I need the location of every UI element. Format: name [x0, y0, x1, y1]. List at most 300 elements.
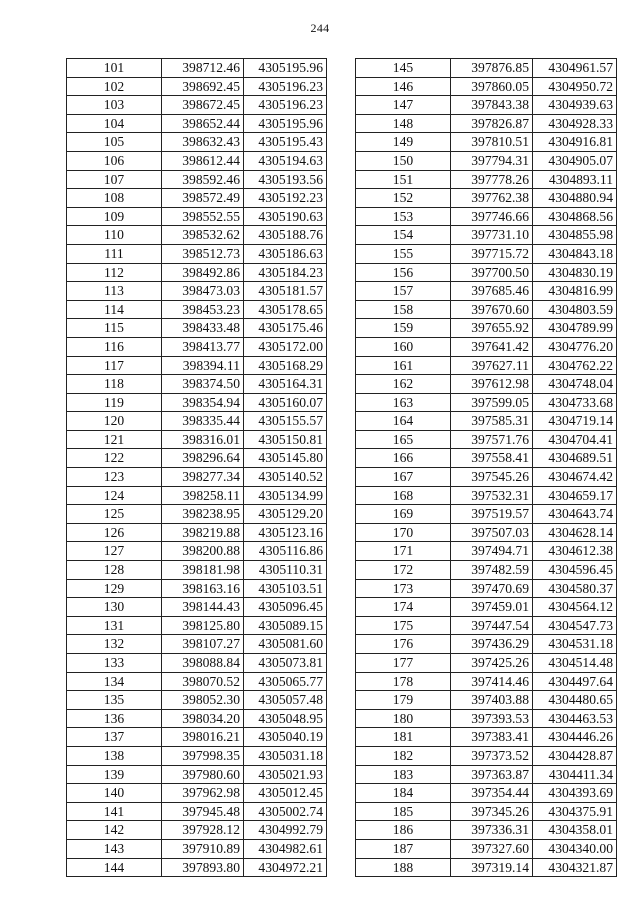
point-number-cell: 142 [67, 821, 162, 840]
table-row [356, 765, 617, 784]
point-number-cell: 112 [67, 263, 162, 282]
y-coordinate-cell: 4304880.94 [533, 189, 617, 208]
table-row [356, 784, 617, 803]
x-coordinate-cell: 397373.52 [451, 746, 533, 765]
x-coordinate-cell: 398125.80 [162, 616, 244, 635]
point-number-cell: 104 [67, 114, 162, 133]
table-row [356, 672, 617, 691]
y-coordinate-cell: 4304393.69 [533, 784, 617, 803]
table-row [356, 821, 617, 840]
point-number-cell: 136 [67, 709, 162, 728]
y-coordinate-cell: 4304659.17 [533, 486, 617, 505]
point-number-cell: 168 [356, 486, 451, 505]
y-coordinate-cell: 4304564.12 [533, 598, 617, 617]
x-coordinate-cell: 398453.23 [162, 300, 244, 319]
table-row [67, 765, 327, 784]
x-coordinate-cell: 398144.43 [162, 598, 244, 617]
table-row [67, 839, 327, 858]
table-row [67, 635, 327, 654]
x-coordinate-cell: 397482.59 [451, 561, 533, 580]
table-row [356, 728, 617, 747]
point-number-cell: 177 [356, 654, 451, 673]
x-coordinate-cell: 397599.05 [451, 393, 533, 412]
table-row [67, 96, 327, 115]
point-number-cell: 108 [67, 189, 162, 208]
x-coordinate-cell: 397494.71 [451, 542, 533, 561]
table-row [356, 337, 617, 356]
y-coordinate-cell: 4304733.68 [533, 393, 617, 412]
y-coordinate-cell: 4305089.15 [244, 616, 327, 635]
y-coordinate-cell: 4304375.91 [533, 802, 617, 821]
table-row [67, 77, 327, 96]
x-coordinate-cell: 397403.88 [451, 691, 533, 710]
x-coordinate-cell: 397436.29 [451, 635, 533, 654]
x-coordinate-cell: 397685.46 [451, 282, 533, 301]
point-number-cell: 182 [356, 746, 451, 765]
table-row [356, 802, 617, 821]
x-coordinate-cell: 398088.84 [162, 654, 244, 673]
table-row [356, 486, 617, 505]
x-coordinate-cell: 398052.30 [162, 691, 244, 710]
point-number-cell: 119 [67, 393, 162, 412]
x-coordinate-cell: 398433.48 [162, 319, 244, 338]
table-row [67, 151, 327, 170]
x-coordinate-cell: 397393.53 [451, 709, 533, 728]
table-row [67, 300, 327, 319]
y-coordinate-cell: 4305065.77 [244, 672, 327, 691]
y-coordinate-cell: 4304411.34 [533, 765, 617, 784]
x-coordinate-cell: 397571.76 [451, 430, 533, 449]
table-row [67, 709, 327, 728]
y-coordinate-cell: 4305196.23 [244, 77, 327, 96]
point-number-cell: 180 [356, 709, 451, 728]
point-number-cell: 134 [67, 672, 162, 691]
x-coordinate-cell: 398672.45 [162, 96, 244, 115]
table-row [356, 263, 617, 282]
y-coordinate-cell: 4304628.14 [533, 523, 617, 542]
x-coordinate-cell: 397928.12 [162, 821, 244, 840]
y-coordinate-cell: 4304830.19 [533, 263, 617, 282]
x-coordinate-cell: 397470.69 [451, 579, 533, 598]
point-number-cell: 102 [67, 77, 162, 96]
point-number-cell: 147 [356, 96, 451, 115]
y-coordinate-cell: 4305160.07 [244, 393, 327, 412]
y-coordinate-cell: 4305073.81 [244, 654, 327, 673]
y-coordinate-cell: 4305110.31 [244, 561, 327, 580]
y-coordinate-cell: 4305096.45 [244, 598, 327, 617]
point-number-cell: 174 [356, 598, 451, 617]
y-coordinate-cell: 4305181.57 [244, 282, 327, 301]
point-number-cell: 153 [356, 207, 451, 226]
x-coordinate-cell: 397746.66 [451, 207, 533, 226]
y-coordinate-cell: 4305150.81 [244, 430, 327, 449]
y-coordinate-cell: 4304689.51 [533, 449, 617, 468]
x-coordinate-cell: 397670.60 [451, 300, 533, 319]
point-number-cell: 130 [67, 598, 162, 617]
y-coordinate-cell: 4305155.57 [244, 412, 327, 431]
y-coordinate-cell: 4304704.41 [533, 430, 617, 449]
table-row [67, 114, 327, 133]
point-number-cell: 133 [67, 654, 162, 673]
point-number-cell: 161 [356, 356, 451, 375]
y-coordinate-cell: 4304340.00 [533, 839, 617, 858]
table-row [67, 59, 327, 78]
x-coordinate-cell: 398712.46 [162, 59, 244, 78]
y-coordinate-cell: 4304321.87 [533, 858, 617, 877]
x-coordinate-cell: 398354.94 [162, 393, 244, 412]
x-coordinate-cell: 397585.31 [451, 412, 533, 431]
table-row [356, 839, 617, 858]
point-number-cell: 121 [67, 430, 162, 449]
point-number-cell: 128 [67, 561, 162, 580]
y-coordinate-cell: 4304514.48 [533, 654, 617, 673]
point-number-cell: 159 [356, 319, 451, 338]
table-row [67, 616, 327, 635]
point-number-cell: 185 [356, 802, 451, 821]
table-row [67, 486, 327, 505]
point-number-cell: 143 [67, 839, 162, 858]
point-number-cell: 172 [356, 561, 451, 580]
x-coordinate-cell: 398219.88 [162, 523, 244, 542]
y-coordinate-cell: 4304497.64 [533, 672, 617, 691]
x-coordinate-cell: 398532.62 [162, 226, 244, 245]
table-row [67, 133, 327, 152]
y-coordinate-cell: 4304972.21 [244, 858, 327, 877]
table-row [356, 579, 617, 598]
y-coordinate-cell: 4305012.45 [244, 784, 327, 803]
x-coordinate-cell: 397345.26 [451, 802, 533, 821]
point-number-cell: 111 [67, 244, 162, 263]
point-number-cell: 151 [356, 170, 451, 189]
table-row [67, 858, 327, 877]
point-number-cell: 158 [356, 300, 451, 319]
point-number-cell: 154 [356, 226, 451, 245]
y-coordinate-cell: 4304982.61 [244, 839, 327, 858]
point-number-cell: 171 [356, 542, 451, 561]
point-number-cell: 141 [67, 802, 162, 821]
x-coordinate-cell: 397354.44 [451, 784, 533, 803]
coordinates-table-left [66, 58, 327, 877]
table-row [67, 784, 327, 803]
table-row [67, 282, 327, 301]
point-number-cell: 129 [67, 579, 162, 598]
point-number-cell: 144 [67, 858, 162, 877]
x-coordinate-cell: 397641.42 [451, 337, 533, 356]
y-coordinate-cell: 4304531.18 [533, 635, 617, 654]
point-number-cell: 155 [356, 244, 451, 263]
y-coordinate-cell: 4305186.63 [244, 244, 327, 263]
table-row [67, 598, 327, 617]
y-coordinate-cell: 4305178.65 [244, 300, 327, 319]
point-number-cell: 178 [356, 672, 451, 691]
x-coordinate-cell: 398413.77 [162, 337, 244, 356]
y-coordinate-cell: 4304596.45 [533, 561, 617, 580]
x-coordinate-cell: 397545.26 [451, 468, 533, 487]
point-number-cell: 148 [356, 114, 451, 133]
table-row [67, 430, 327, 449]
point-number-cell: 123 [67, 468, 162, 487]
x-coordinate-cell: 398552.55 [162, 207, 244, 226]
table-row [356, 207, 617, 226]
x-coordinate-cell: 397612.98 [451, 375, 533, 394]
table-row [356, 226, 617, 245]
x-coordinate-cell: 397532.31 [451, 486, 533, 505]
x-coordinate-cell: 397731.10 [451, 226, 533, 245]
table-row [356, 393, 617, 412]
y-coordinate-cell: 4305145.80 [244, 449, 327, 468]
point-number-cell: 188 [356, 858, 451, 877]
table-row [356, 468, 617, 487]
x-coordinate-cell: 397794.31 [451, 151, 533, 170]
table-row [67, 821, 327, 840]
x-coordinate-cell: 397363.87 [451, 765, 533, 784]
y-coordinate-cell: 4304580.37 [533, 579, 617, 598]
x-coordinate-cell: 397998.35 [162, 746, 244, 765]
y-coordinate-cell: 4304643.74 [533, 505, 617, 524]
y-coordinate-cell: 4305040.19 [244, 728, 327, 747]
point-number-cell: 127 [67, 542, 162, 561]
y-coordinate-cell: 4305194.63 [244, 151, 327, 170]
point-number-cell: 165 [356, 430, 451, 449]
table-row [356, 151, 617, 170]
x-coordinate-cell: 398181.98 [162, 561, 244, 580]
point-number-cell: 113 [67, 282, 162, 301]
x-coordinate-cell: 397459.01 [451, 598, 533, 617]
table-row [356, 598, 617, 617]
table-row [356, 542, 617, 561]
y-coordinate-cell: 4304816.99 [533, 282, 617, 301]
table-row [67, 337, 327, 356]
x-coordinate-cell: 398335.44 [162, 412, 244, 431]
y-coordinate-cell: 4304855.98 [533, 226, 617, 245]
table-row [356, 654, 617, 673]
x-coordinate-cell: 397910.89 [162, 839, 244, 858]
x-coordinate-cell: 398652.44 [162, 114, 244, 133]
table-row [356, 356, 617, 375]
y-coordinate-cell: 4305195.43 [244, 133, 327, 152]
y-coordinate-cell: 4304748.04 [533, 375, 617, 394]
table-row [356, 412, 617, 431]
y-coordinate-cell: 4304905.07 [533, 151, 617, 170]
table-row [67, 207, 327, 226]
table-row [67, 226, 327, 245]
y-coordinate-cell: 4305196.23 [244, 96, 327, 115]
x-coordinate-cell: 397980.60 [162, 765, 244, 784]
x-coordinate-cell: 397327.60 [451, 839, 533, 858]
x-coordinate-cell: 397655.92 [451, 319, 533, 338]
point-number-cell: 131 [67, 616, 162, 635]
x-coordinate-cell: 397336.31 [451, 821, 533, 840]
y-coordinate-cell: 4305002.74 [244, 802, 327, 821]
x-coordinate-cell: 397414.46 [451, 672, 533, 691]
table-row [356, 189, 617, 208]
x-coordinate-cell: 398612.44 [162, 151, 244, 170]
point-number-cell: 183 [356, 765, 451, 784]
table-row [356, 77, 617, 96]
x-coordinate-cell: 397507.03 [451, 523, 533, 542]
x-coordinate-cell: 397826.87 [451, 114, 533, 133]
point-number-cell: 115 [67, 319, 162, 338]
point-number-cell: 110 [67, 226, 162, 245]
x-coordinate-cell: 398107.27 [162, 635, 244, 654]
x-coordinate-cell: 398374.50 [162, 375, 244, 394]
x-coordinate-cell: 397762.38 [451, 189, 533, 208]
point-number-cell: 114 [67, 300, 162, 319]
table-row [356, 300, 617, 319]
y-coordinate-cell: 4305081.60 [244, 635, 327, 654]
point-number-cell: 106 [67, 151, 162, 170]
y-coordinate-cell: 4304868.56 [533, 207, 617, 226]
y-coordinate-cell: 4304719.14 [533, 412, 617, 431]
point-number-cell: 138 [67, 746, 162, 765]
x-coordinate-cell: 398592.46 [162, 170, 244, 189]
y-coordinate-cell: 4305195.96 [244, 59, 327, 78]
point-number-cell: 116 [67, 337, 162, 356]
y-coordinate-cell: 4304916.81 [533, 133, 617, 152]
point-number-cell: 173 [356, 579, 451, 598]
point-number-cell: 157 [356, 282, 451, 301]
point-number-cell: 137 [67, 728, 162, 747]
x-coordinate-cell: 397810.51 [451, 133, 533, 152]
table-row [356, 523, 617, 542]
table-row [67, 691, 327, 710]
table-row [356, 59, 617, 78]
table-row [67, 746, 327, 765]
x-coordinate-cell: 398394.11 [162, 356, 244, 375]
x-coordinate-cell: 397876.85 [451, 59, 533, 78]
table-row [67, 468, 327, 487]
point-number-cell: 164 [356, 412, 451, 431]
table-row [67, 523, 327, 542]
page-number: 244 [310, 21, 330, 35]
y-coordinate-cell: 4305031.18 [244, 746, 327, 765]
point-number-cell: 105 [67, 133, 162, 152]
table-row [356, 244, 617, 263]
x-coordinate-cell: 398473.03 [162, 282, 244, 301]
x-coordinate-cell: 397843.38 [451, 96, 533, 115]
table-row [67, 542, 327, 561]
point-number-cell: 101 [67, 59, 162, 78]
table-row [356, 635, 617, 654]
point-number-cell: 167 [356, 468, 451, 487]
point-number-cell: 175 [356, 616, 451, 635]
table-row [67, 375, 327, 394]
y-coordinate-cell: 4305193.56 [244, 170, 327, 189]
point-number-cell: 118 [67, 375, 162, 394]
y-coordinate-cell: 4305168.29 [244, 356, 327, 375]
x-coordinate-cell: 398692.45 [162, 77, 244, 96]
table-row [356, 449, 617, 468]
table-row [356, 430, 617, 449]
x-coordinate-cell: 397447.54 [451, 616, 533, 635]
point-number-cell: 135 [67, 691, 162, 710]
x-coordinate-cell: 398296.64 [162, 449, 244, 468]
y-coordinate-cell: 4305123.16 [244, 523, 327, 542]
point-number-cell: 122 [67, 449, 162, 468]
x-coordinate-cell: 397700.50 [451, 263, 533, 282]
point-number-cell: 160 [356, 337, 451, 356]
y-coordinate-cell: 4304463.53 [533, 709, 617, 728]
y-coordinate-cell: 4304893.11 [533, 170, 617, 189]
x-coordinate-cell: 397319.14 [451, 858, 533, 877]
y-coordinate-cell: 4304939.63 [533, 96, 617, 115]
x-coordinate-cell: 398632.43 [162, 133, 244, 152]
point-number-cell: 124 [67, 486, 162, 505]
y-coordinate-cell: 4305048.95 [244, 709, 327, 728]
point-number-cell: 156 [356, 263, 451, 282]
y-coordinate-cell: 4304762.22 [533, 356, 617, 375]
table-row [67, 393, 327, 412]
y-coordinate-cell: 4305116.86 [244, 542, 327, 561]
y-coordinate-cell: 4305164.31 [244, 375, 327, 394]
table-row [67, 319, 327, 338]
y-coordinate-cell: 4304674.42 [533, 468, 617, 487]
y-coordinate-cell: 4305172.00 [244, 337, 327, 356]
table-row [356, 282, 617, 301]
y-coordinate-cell: 4304843.18 [533, 244, 617, 263]
point-number-cell: 166 [356, 449, 451, 468]
x-coordinate-cell: 398316.01 [162, 430, 244, 449]
table-row [67, 263, 327, 282]
y-coordinate-cell: 4305184.23 [244, 263, 327, 282]
y-coordinate-cell: 4304358.01 [533, 821, 617, 840]
point-number-cell: 117 [67, 356, 162, 375]
point-number-cell: 103 [67, 96, 162, 115]
table-row [67, 579, 327, 598]
table-row [67, 561, 327, 580]
x-coordinate-cell: 398200.88 [162, 542, 244, 561]
x-coordinate-cell: 397558.41 [451, 449, 533, 468]
y-coordinate-cell: 4304776.20 [533, 337, 617, 356]
table-row [67, 356, 327, 375]
point-number-cell: 139 [67, 765, 162, 784]
table-row [356, 691, 617, 710]
x-coordinate-cell: 398572.49 [162, 189, 244, 208]
table-row [67, 189, 327, 208]
y-coordinate-cell: 4304789.99 [533, 319, 617, 338]
y-coordinate-cell: 4305175.46 [244, 319, 327, 338]
point-number-cell: 181 [356, 728, 451, 747]
x-coordinate-cell: 398163.16 [162, 579, 244, 598]
y-coordinate-cell: 4305021.93 [244, 765, 327, 784]
table-row [356, 858, 617, 877]
table-row [67, 802, 327, 821]
x-coordinate-cell: 397945.48 [162, 802, 244, 821]
y-coordinate-cell: 4304803.59 [533, 300, 617, 319]
x-coordinate-cell: 397627.11 [451, 356, 533, 375]
x-coordinate-cell: 397860.05 [451, 77, 533, 96]
point-number-cell: 187 [356, 839, 451, 858]
point-number-cell: 145 [356, 59, 451, 78]
x-coordinate-cell: 398512.73 [162, 244, 244, 263]
x-coordinate-cell: 398070.52 [162, 672, 244, 691]
y-coordinate-cell: 4305188.76 [244, 226, 327, 245]
y-coordinate-cell: 4304480.65 [533, 691, 617, 710]
y-coordinate-cell: 4305134.99 [244, 486, 327, 505]
y-coordinate-cell: 4304547.73 [533, 616, 617, 635]
x-coordinate-cell: 398277.34 [162, 468, 244, 487]
table-row [356, 561, 617, 580]
y-coordinate-cell: 4304928.33 [533, 114, 617, 133]
y-coordinate-cell: 4305129.20 [244, 505, 327, 524]
table-row [67, 654, 327, 673]
table-row [356, 709, 617, 728]
x-coordinate-cell: 397425.26 [451, 654, 533, 673]
x-coordinate-cell: 398034.20 [162, 709, 244, 728]
point-number-cell: 176 [356, 635, 451, 654]
point-number-cell: 163 [356, 393, 451, 412]
table-row [356, 114, 617, 133]
